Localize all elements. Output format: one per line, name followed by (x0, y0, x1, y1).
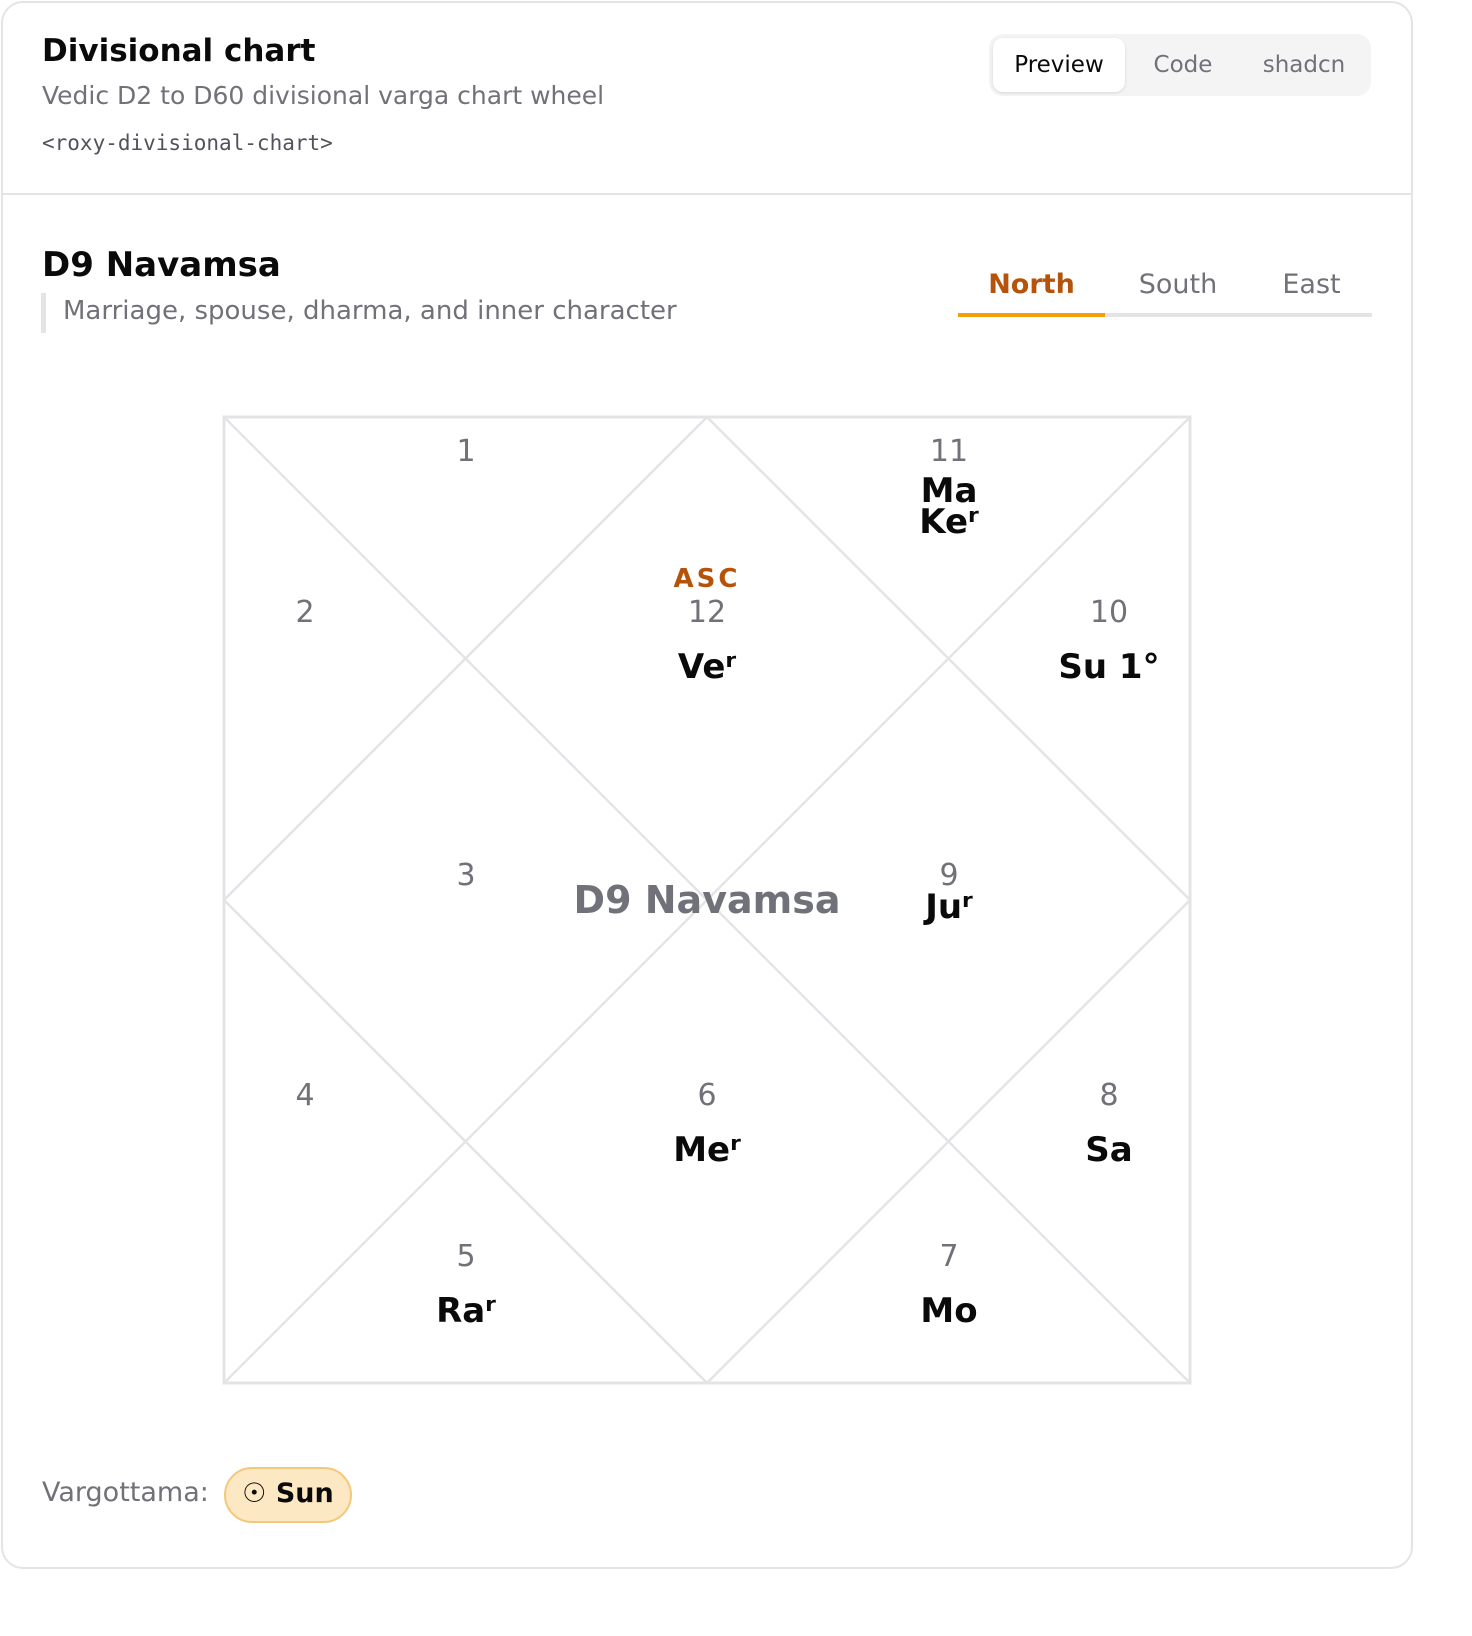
planet-label[interactable]: Meʳ (673, 1130, 741, 1170)
component-header (3, 3, 1411, 195)
house-sign-number: 7 (939, 1239, 959, 1274)
house-sign-number: 11 (929, 434, 969, 469)
planet-label[interactable]: Raʳ (436, 1291, 496, 1331)
chart-panel (3, 195, 1411, 1567)
chart-title: D9 Navamsa (42, 245, 281, 285)
house-sign-number: 2 (295, 595, 315, 630)
tab-code[interactable]: Code (1153, 52, 1213, 78)
planet-label[interactable]: Keʳ (919, 502, 979, 542)
tab-north[interactable]: North (958, 257, 1105, 317)
house-sign-number: 8 (1099, 1078, 1119, 1113)
north-indian-chart (3, 195, 1411, 1455)
house-3 (295, 595, 314, 630)
house-5 (295, 1078, 314, 1113)
house-sign-number: 12 (687, 595, 727, 630)
planet-label[interactable]: Juʳ (925, 887, 973, 927)
component-title: Divisional chart (42, 33, 316, 69)
house-sign-number: 10 (1089, 595, 1129, 630)
chart-subtitle: Marriage, spouse, dharma, and inner character (41, 293, 677, 333)
planet-label[interactable]: Ma (920, 471, 978, 511)
house-sign-number: 3 (456, 858, 476, 893)
vargottama-chip-sun[interactable]: ☉ Sun (224, 1467, 352, 1523)
planet-label[interactable]: Su 1° (1058, 647, 1160, 687)
house-2 (456, 434, 475, 469)
house-sign-number: 1 (456, 434, 476, 469)
component-description: Vedic D2 to D60 divisional varga chart wheel (42, 81, 605, 110)
house-sign-number: 6 (697, 1078, 717, 1113)
planet-label[interactable]: Mo (920, 1291, 978, 1331)
component-tag: <roxy-divisional-chart> (42, 131, 333, 155)
tab-south[interactable]: South (1138, 269, 1218, 300)
view-tabs (989, 34, 1371, 96)
tab-east[interactable]: East (1282, 269, 1341, 300)
vargottama-label: Vargottama: (42, 1477, 209, 1508)
ascendant-label: ASC (673, 564, 741, 594)
house-4 (456, 858, 475, 893)
planet-label[interactable]: Sa (1085, 1130, 1133, 1170)
house-sign-number: 5 (456, 1239, 476, 1274)
planet-label[interactable]: Veʳ (677, 647, 737, 687)
chart-center-label: D9 Navamsa (573, 878, 841, 922)
house-sign-number: 4 (295, 1078, 315, 1113)
component-card (1, 1, 1413, 1569)
tab-shadcn[interactable]: shadcn (1262, 52, 1346, 78)
house-sign-number: 9 (939, 858, 959, 893)
tab-preview[interactable]: Preview (993, 38, 1125, 92)
